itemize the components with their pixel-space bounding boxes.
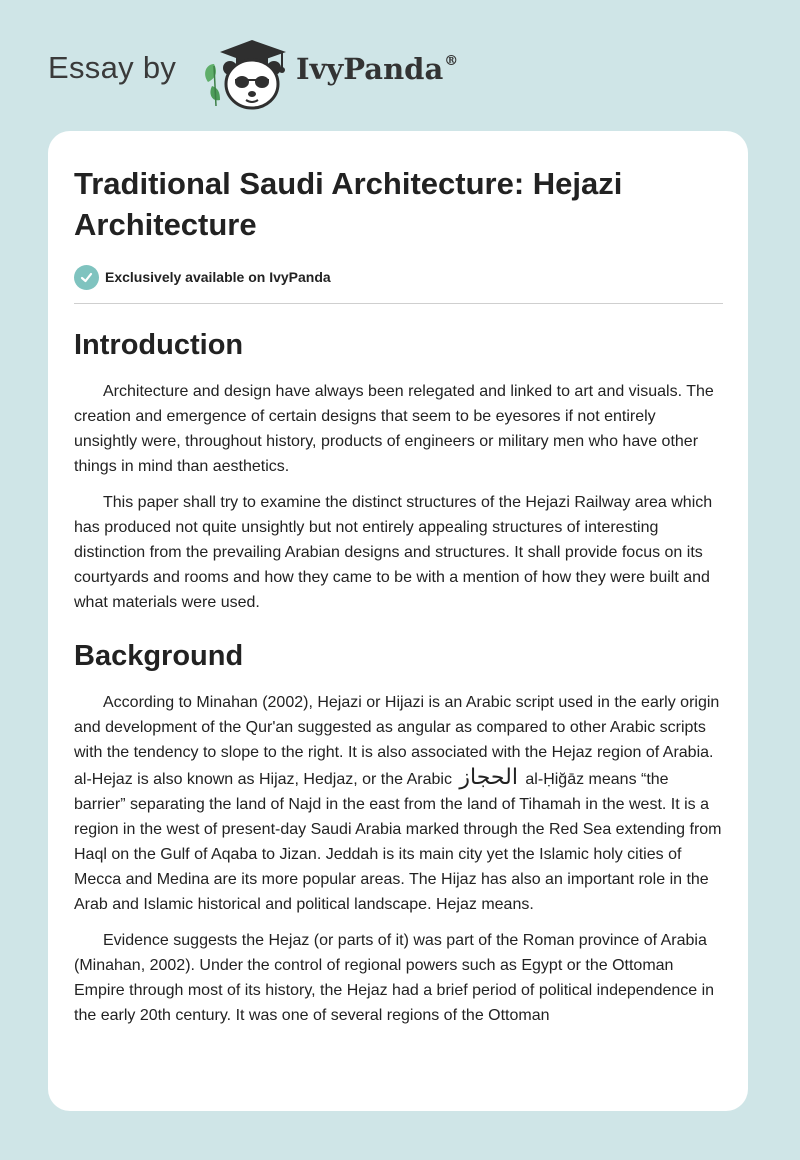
essay-card	[48, 131, 748, 1111]
check-icon	[74, 265, 99, 290]
brand-name[interactable]	[296, 52, 458, 86]
paragraph-text: According to Minahan (2002), Hejazi or Hijazi is an Arabic script used in the early origin and development of the Qur'an suggested as angular as compared to other Arabic scripts with the tendency to slope to the right. It is also associated with the Hejaz region of Arabia. al-Hejaz is also known as Hijaz, Hedjaz, or the Arabic	[74, 694, 720, 788]
brand-text: IvyPanda	[296, 52, 444, 86]
section-heading: Introduction	[74, 329, 244, 361]
exclusive-badge	[74, 264, 723, 290]
section-heading: Background	[74, 640, 244, 672]
badge-text: Exclusively available on IvyPanda	[105, 269, 331, 285]
paragraph	[74, 690, 723, 917]
site-header	[0, 0, 800, 130]
essay-by-label: Essay by	[48, 50, 177, 85]
essay-title: Traditional Saudi Architecture: Hejazi Architecture	[74, 166, 623, 242]
paragraph: This paper shall try to examine the distinct structures of the Hejazi Railway area which has produced not quite unsightly but not entirely appealing structures of interesting distinction from the prevailing Arabian designs and structures. It shall provide focus on its courtyards and rooms and how they came to be with a mention of how they were built and what materials were used.	[74, 494, 713, 611]
arabic-term: الحجاز	[459, 765, 518, 790]
paragraph: Architecture and design have always been relegated and linked to art and visuals. The creation and emergence of certain designs that seem to be eyesores if not entirely unsightly were, throughout history, products of engineers or military men who have other things in mind than aesthetics.	[74, 383, 714, 475]
essay-content	[74, 163, 723, 1039]
panda-logo-icon[interactable]	[200, 34, 292, 114]
registered-mark: ®	[444, 53, 459, 69]
paragraph: Evidence suggests the Hejaz (or parts of it) was part of the Roman province of Arabia (Minahan, 2002). Under the control of regional powers such as Egypt or the Ottoman Empire through most of its history, the Hejaz had a brief period of political independence in the early 20th century. It was one of several regions of the Ottoman	[74, 932, 715, 1024]
paragraph-text: al-Ḥiğāz means “the barrier” separating the land of Najd in the east from the land of Tihamah in the west. It is a region in the west of present-day Saudi Arabia marked through the Red Sea extending from Haql on the Gulf of Aqaba to Jizan. Jeddah is its main city yet the Islamic holy cities of Mecca and Medina are its more popular areas. The Hijaz has also an important role in the Arab and Islamic historical and political landscape. Hejaz means.	[74, 771, 722, 913]
divider	[74, 303, 723, 304]
